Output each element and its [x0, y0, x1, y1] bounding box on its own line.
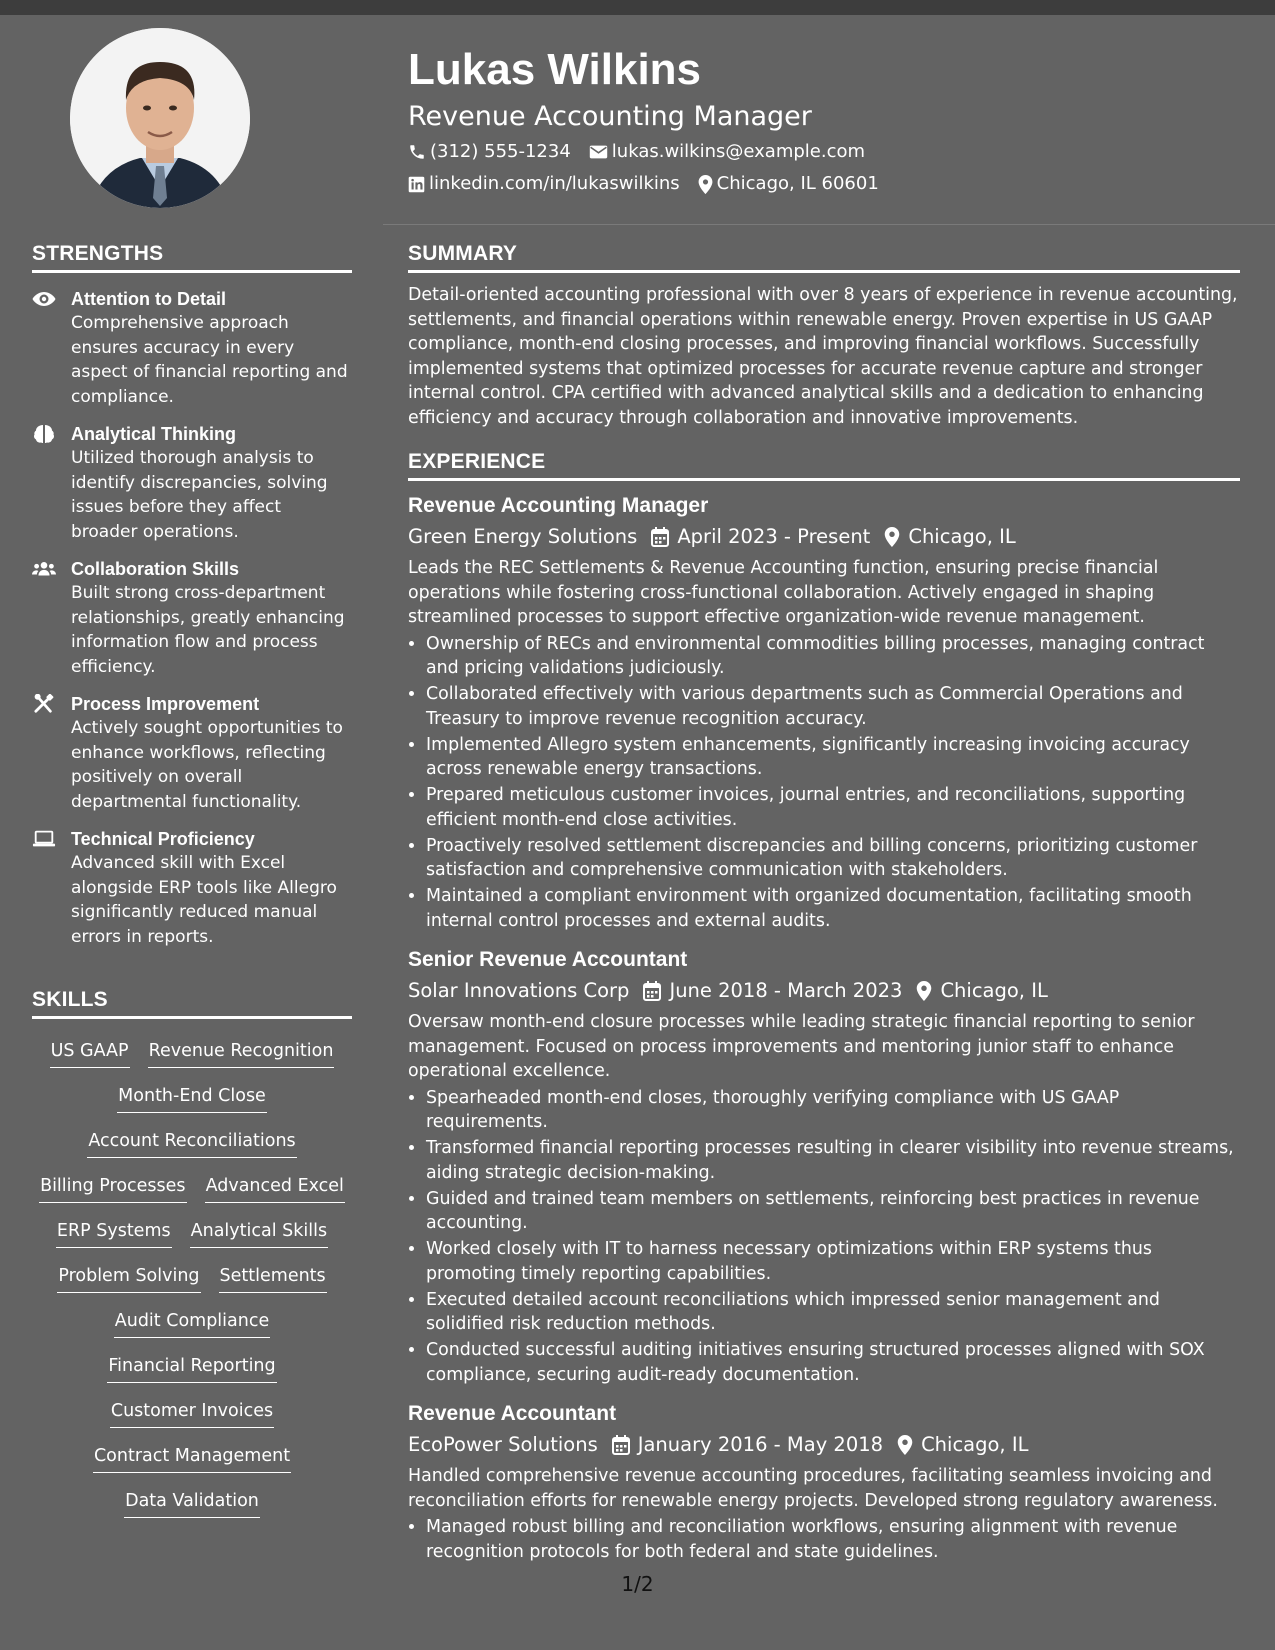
skill-row: [32, 1219, 352, 1264]
job-title: Senior Revenue Accountant: [408, 948, 688, 971]
laptop-icon: [32, 829, 56, 849]
bullet-item: • Conducted successful auditing initiatives ensuring structured processes aligned with SOX compliance, securing audit-ready documentation.: [426, 1338, 1240, 1387]
strengths-heading: STRENGTHS: [32, 242, 352, 273]
skill-tag: Billing Processes: [39, 1174, 187, 1203]
profile-photo: [70, 28, 250, 208]
job-description: Handled comprehensive revenue accounting procedures, facilitating seamless invoicing and reconciliation efforts for renewable energy projects. Developed strong regulatory awareness.: [408, 1466, 1218, 1511]
bullet-item: • Ownership of RECs and environmental commodities billing processes, managing contract and pricing validations judiciously.: [426, 632, 1240, 681]
job-dates: June 2018 - March 2023: [669, 979, 903, 1002]
bullet-item: • Proactively resolved settlement discrepancies and billing concerns, prioritizing customer satisfaction and comprehensive communication with stakeholders.: [426, 834, 1240, 883]
job-meta: [408, 521, 1240, 553]
skill-tag: Contract Management: [93, 1444, 291, 1473]
map-pin-icon: [916, 981, 932, 1001]
strength-desc: Comprehensive approach ensures accuracy in every aspect of financial reporting and compliance.: [71, 313, 348, 407]
contact-row-1: [408, 136, 1238, 168]
job-location-wrap: [897, 1429, 1028, 1461]
job-description: Leads the REC Settlements & Revenue Accounting function, ensuring precise financial operations while fostering cross-functional collaboration. Actively engaged in shaping streamlined processes to support effective organization-wide revenue management.: [408, 558, 1159, 627]
skill-tag: Analytical Skills: [190, 1219, 328, 1248]
calendar-icon: [651, 527, 669, 547]
job-company: Solar Innovations Corp: [408, 979, 630, 1002]
strengths-section: [32, 242, 352, 949]
skill-row: [32, 1399, 352, 1444]
skill-row: [32, 1354, 352, 1399]
skill-row: [32, 1444, 352, 1489]
job-location: Chicago, IL: [908, 525, 1016, 548]
contact-email: [589, 136, 865, 168]
main-column: [408, 242, 1240, 1566]
skill-tag: Account Reconciliations: [87, 1129, 296, 1158]
location-text: Chicago, IL 60601: [716, 173, 879, 194]
contact-row-2: [408, 168, 1238, 200]
email-link[interactable]: lukas.wilkins@example.com: [611, 141, 866, 162]
top-bar: [0, 0, 1275, 15]
skill-tag: Settlements: [219, 1264, 327, 1293]
skill-tag: Problem Solving: [57, 1264, 200, 1293]
tools-icon: [32, 694, 56, 714]
phone-text[interactable]: (312) 555-1234: [430, 141, 571, 162]
job-meta: [408, 1429, 1240, 1461]
skill-tag: Month-End Close: [117, 1084, 267, 1113]
job-dates-wrap: [612, 1429, 883, 1461]
strength-item: [32, 287, 352, 409]
skill-tag: Financial Reporting: [107, 1354, 276, 1383]
contact-phone: [408, 136, 571, 168]
job-bullets: [408, 1086, 1240, 1388]
phone-icon: [408, 143, 426, 161]
avatar: [70, 28, 250, 208]
skill-row: [32, 1084, 352, 1129]
skills-list: [32, 1039, 352, 1534]
strength-item: [32, 827, 352, 949]
job-title: Revenue Accounting Manager: [408, 494, 709, 517]
strength-desc: Utilized thorough analysis to identify discrepancies, solving issues before they affect broader operations.: [71, 448, 328, 542]
strength-item: [32, 557, 352, 679]
contact-linkedin: [408, 168, 680, 200]
strength-desc: Actively sought opportunities to enhance workflows, reflecting positively on overall departmental functionality.: [71, 718, 343, 812]
map-pin-icon: [897, 1435, 913, 1455]
bullet-item: • Maintained a compliant environment with organized documentation, facilitating smooth internal control processes and external audits.: [426, 884, 1240, 933]
strength-title: Technical Proficiency: [71, 829, 255, 849]
bullet-item: • Worked closely with IT to harness necessary optimizations within ERP systems thus promoting timely reporting capabilities.: [426, 1237, 1240, 1286]
users-icon: [32, 559, 56, 579]
bullet-item: • Managed robust billing and reconciliation workflows, ensuring alignment with revenue recognition protocols for both federal and state guidelines.: [426, 1515, 1240, 1564]
skill-tag: Revenue Recognition: [148, 1039, 335, 1068]
skills-heading: SKILLS: [32, 988, 352, 1019]
job-title: Revenue Accountant: [408, 1402, 617, 1425]
job-location-wrap: [916, 975, 1047, 1007]
job-meta: [408, 975, 1240, 1007]
job-location-wrap: [884, 521, 1015, 553]
skill-row: [32, 1039, 352, 1084]
skill-row: [32, 1264, 352, 1309]
job-dates-wrap: [651, 521, 870, 553]
calendar-icon: [612, 1435, 630, 1455]
bullet-item: • Collaborated effectively with various departments such as Commercial Operations and Treasury to improve revenue recognition accuracy.: [426, 682, 1240, 731]
skills-section: [32, 988, 352, 1534]
job-entry: [408, 945, 1240, 1387]
strength-item: [32, 422, 352, 544]
summary-text: Detail-oriented accounting professional with over 8 years of experience in revenue accounting, settlements, and financial operations within renewable energy. Proven expertise in US GAAP compliance, month-end closing processes, and improving financial workflows. Successfully implemented systems that optimized processes for accurate revenue capture and stronger internal control. CPA certified with advanced analytical skills and a dedication to enhancing efficiency and accuracy through collaboration and innovative improvements.: [408, 285, 1238, 428]
skill-tag: Audit Compliance: [114, 1309, 270, 1338]
strength-desc: Built strong cross-department relationships, greatly enhancing information flow and process efficiency.: [71, 583, 345, 677]
job-bullets: [408, 1515, 1240, 1564]
skill-tag: Customer Invoices: [110, 1399, 274, 1428]
strength-desc: Advanced skill with Excel alongside ERP tools like Allegro significantly reduced manual errors in reports.: [71, 853, 337, 947]
bullet-item: • Executed detailed account reconciliations which impressed senior management and solidified risk reduction methods.: [426, 1288, 1240, 1337]
job-location: Chicago, IL: [940, 979, 1048, 1002]
candidate-name: Lukas Wilkins: [408, 45, 702, 94]
summary-heading: SUMMARY: [408, 242, 1240, 273]
contact-location: [698, 168, 879, 200]
resume-header: [408, 40, 1238, 200]
map-pin-icon: [884, 527, 900, 547]
strength-title: Analytical Thinking: [71, 424, 237, 444]
linkedin-link[interactable]: linkedin.com/in/lukaswilkins: [429, 173, 680, 194]
calendar-icon: [643, 981, 661, 1001]
job-dates: April 2023 - Present: [677, 525, 871, 548]
skill-tag: Data Validation: [124, 1489, 260, 1518]
strength-title: Attention to Detail: [71, 289, 226, 309]
bullet-item: • Guided and trained team members on settlements, reinforcing best practices in revenue accounting.: [426, 1187, 1240, 1236]
envelope-icon: [589, 144, 608, 160]
experience-heading: EXPERIENCE: [408, 450, 1240, 481]
skill-row: [32, 1309, 352, 1354]
skill-tag: Advanced Excel: [205, 1174, 345, 1203]
skill-tag: US GAAP: [50, 1039, 130, 1068]
map-pin-icon: [698, 175, 713, 194]
job-dates: January 2016 - May 2018: [637, 1433, 884, 1456]
skill-tag: ERP Systems: [56, 1219, 172, 1248]
job-bullets: [408, 632, 1240, 934]
job-description: Oversaw month-end closure processes while leading strategic financial reporting to senior management. Focused on process improvements and mentoring junior staff to enhance operational excellence.: [408, 1012, 1195, 1081]
job-location: Chicago, IL: [921, 1433, 1029, 1456]
page-indicator: 1/2: [621, 1572, 654, 1596]
linkedin-icon: [408, 176, 425, 193]
job-dates-wrap: [643, 975, 902, 1007]
eye-icon: [32, 289, 56, 309]
strength-title: Process Improvement: [71, 694, 260, 714]
job-company: EcoPower Solutions: [408, 1433, 598, 1456]
strength-item: [32, 692, 352, 814]
job-entry: [408, 1399, 1240, 1564]
bullet-item: • Spearheaded month-end closes, thoroughly verifying compliance with US GAAP requirements.: [426, 1086, 1240, 1135]
bullet-item: • Prepared meticulous customer invoices, journal entries, and reconciliations, supporting efficient month-end close activities.: [426, 783, 1240, 832]
job-entry: [408, 491, 1240, 933]
skill-row: [32, 1174, 352, 1219]
candidate-title: Revenue Accounting Manager: [408, 101, 812, 132]
skill-row: [32, 1489, 352, 1534]
skill-row: [32, 1129, 352, 1174]
brain-icon: [32, 424, 56, 444]
bullet-item: • Implemented Allegro system enhancements, significantly increasing invoicing accuracy across renewable energy transactions.: [426, 733, 1240, 782]
bullet-item: • Transformed financial reporting processes resulting in clearer visibility into revenue streams, aiding strategic decision-making.: [426, 1136, 1240, 1185]
strength-title: Collaboration Skills: [71, 559, 240, 579]
header-divider: [383, 224, 1275, 225]
job-company: Green Energy Solutions: [408, 525, 638, 548]
